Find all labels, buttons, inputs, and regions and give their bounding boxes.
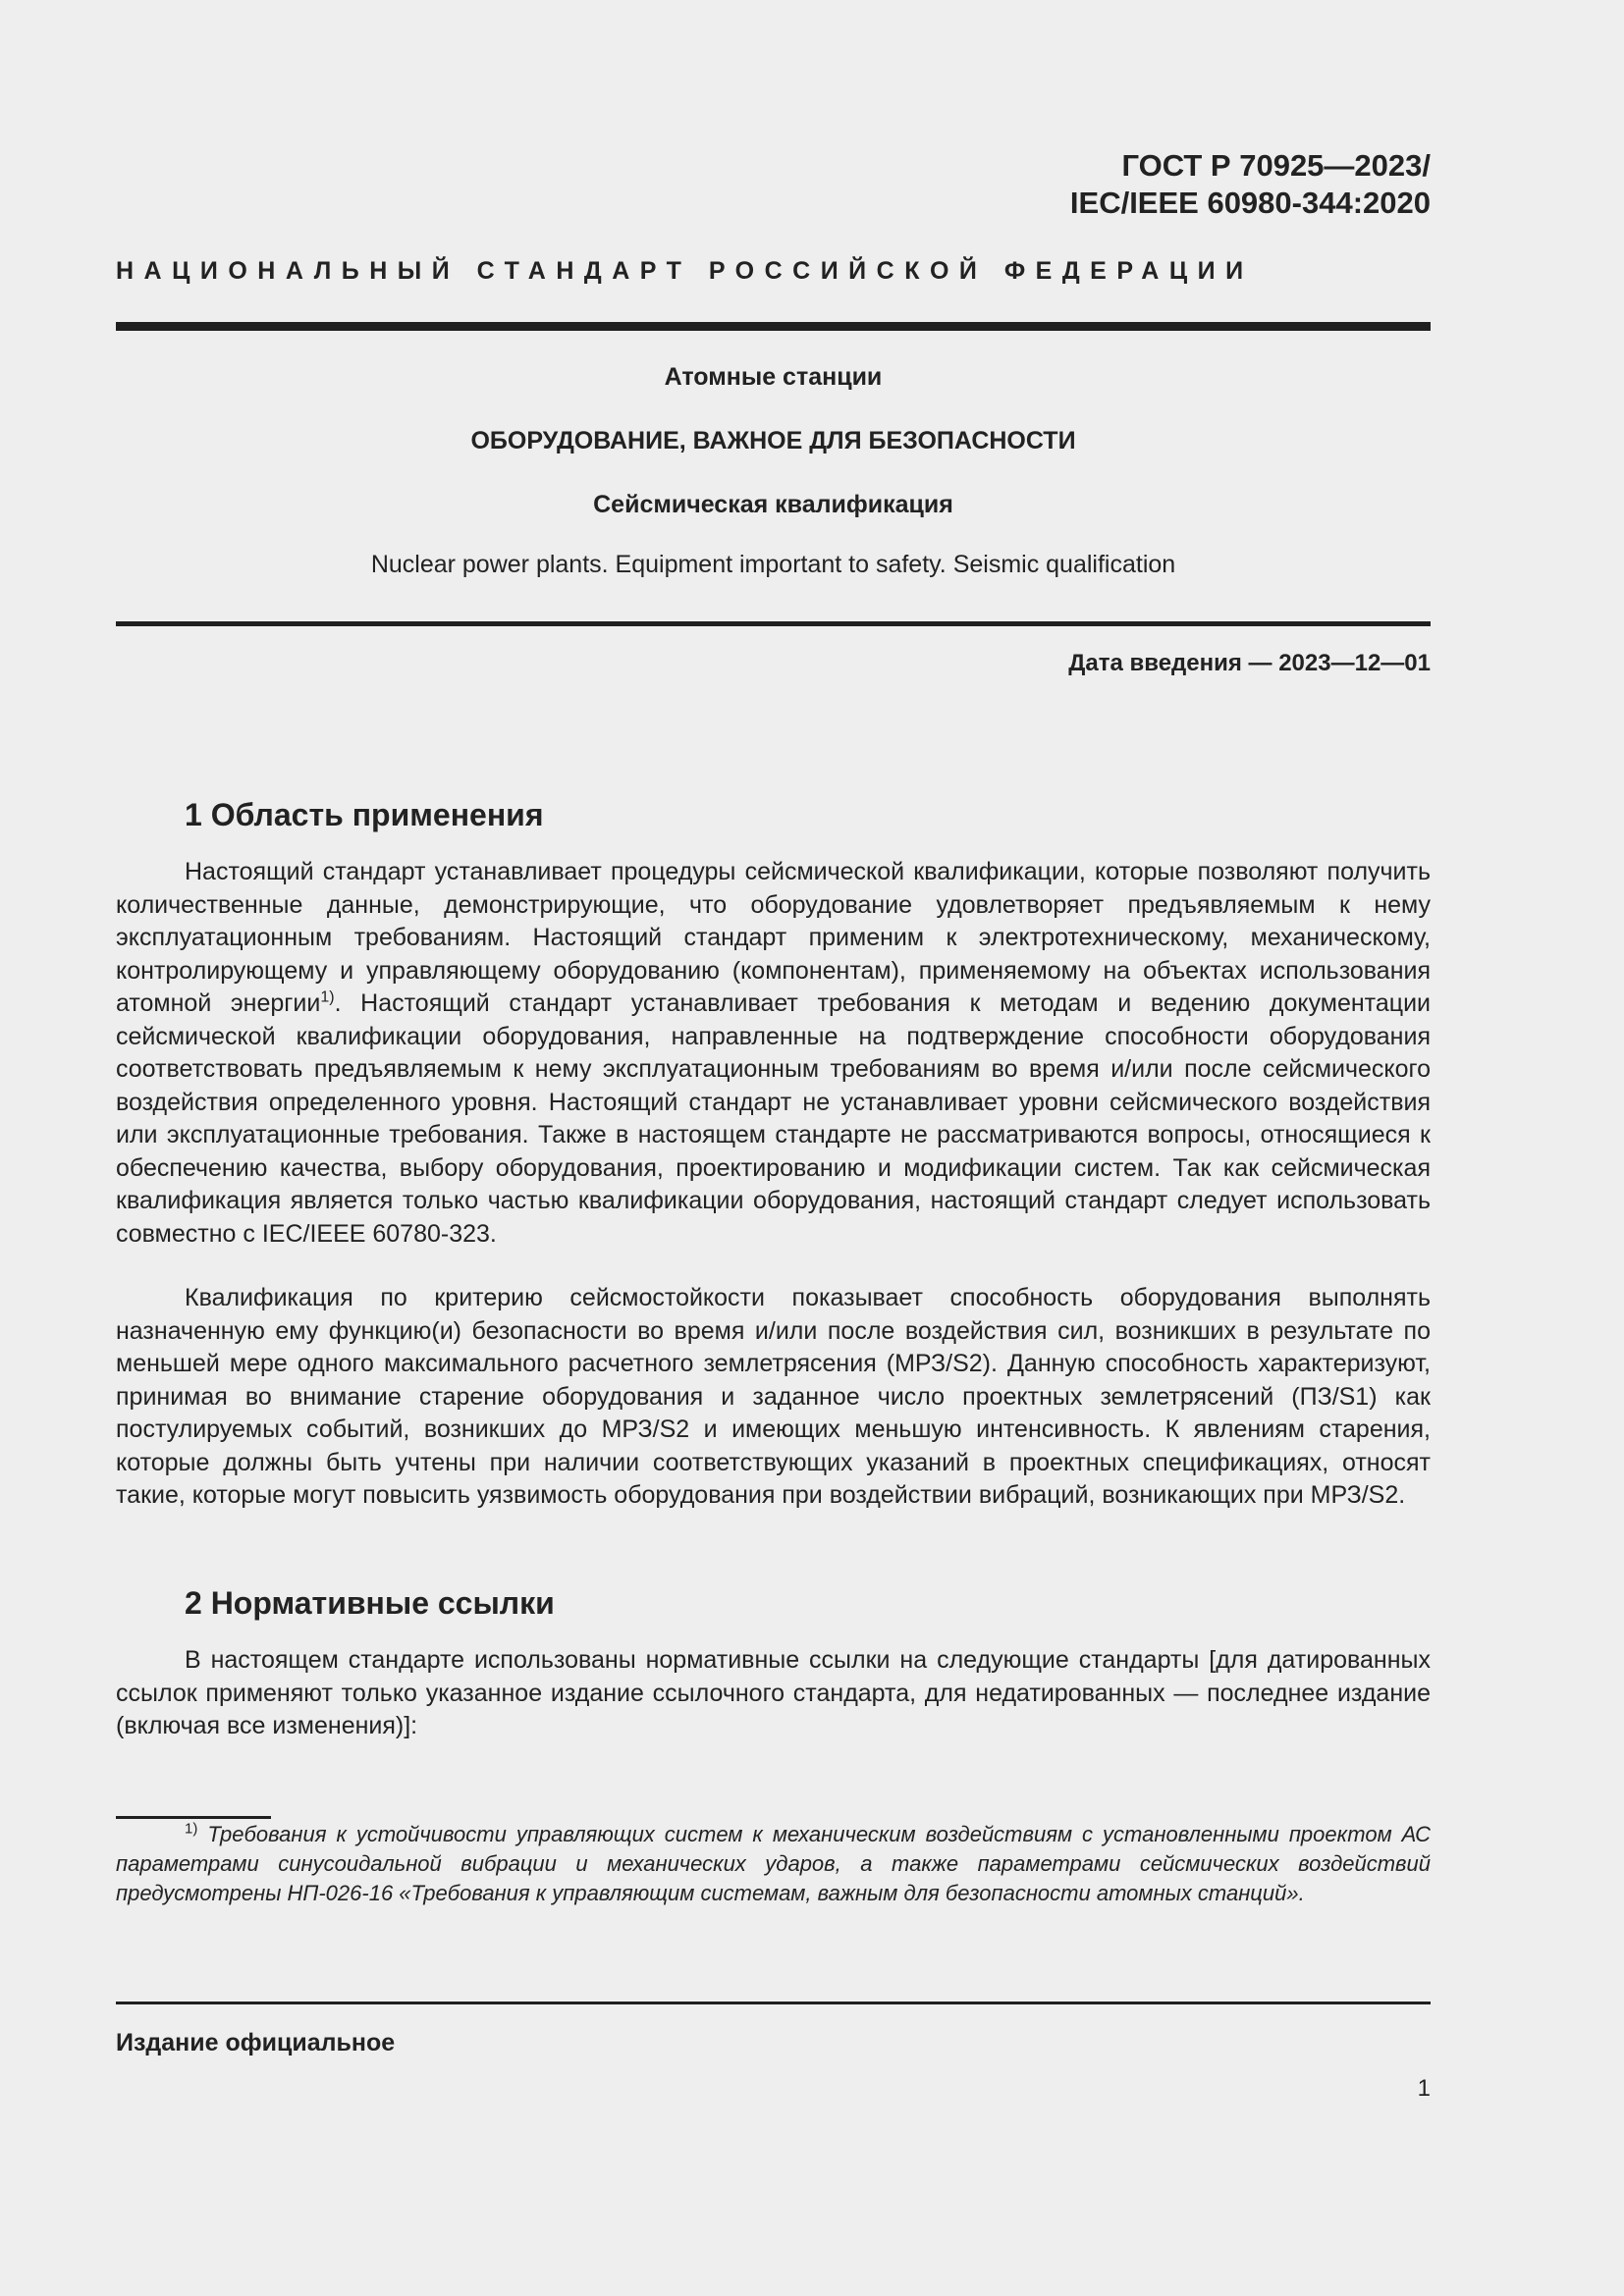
title-line-1: Атомные станции bbox=[664, 363, 883, 391]
footer-divider bbox=[116, 2002, 1431, 2004]
footnote-marker: 1) bbox=[185, 1820, 198, 1838]
footnote bbox=[116, 1820, 1431, 1908]
document-page bbox=[116, 0, 1431, 2296]
footnote-divider bbox=[116, 1816, 271, 1819]
footnote-reference: 1) bbox=[320, 988, 335, 1006]
document-code-line1: ГОСТ Р 70925—2023/ bbox=[1121, 148, 1431, 183]
header-divider bbox=[116, 322, 1431, 331]
section-1-paragraph-1-text-b: . Настоящий стандарт устанавливает требования к методам и ведению документации сейсмической квалификации оборудования, направленные на подтверждение способности оборудования соответствовать предъявляемым к нему эксплуатационным требованиям во время и/или после сейсмического воздействия определенного уровня. Настоящий стандарт не устанавливает уровни сейсмического воздействия или эксплуатационные требования. Также в настоящем стандарте не рассматриваются вопросы, относящиеся к обеспечению качества, выбору оборудования, проектированию и модификации систем. Так как сейсмическая квалификация является только частью квалификации оборудования, настоящий стандарт следует использовать совместно с IEC/IEEE 60780-323. bbox=[116, 989, 1432, 1248]
document-code bbox=[1070, 147, 1431, 222]
national-standard-banner: НАЦИОНАЛЬНЫЙ СТАНДАРТ РОССИЙСКОЙ ФЕДЕРАЦИИ bbox=[116, 257, 1254, 285]
section-1-paragraph-2: Квалификация по критерию сейсмостойкости показывает способность оборудования выполнять назначенную ему функцию(и) безопасности во время и/или после воздействия сил, возникших в результате по меньшей мере одного максимального расчетного землетрясения (МРЗ/S2). Данную способность характеризуют, принимая во внимание старение оборудования и заданное число проектных землетрясений (ПЗ/S1) как постулируемых событий, возникших до МРЗ/S2 и имеющих меньшую интенсивность. К явлениям старения, которые должны быть учтены при наличии соответствующих указаний в проектных спецификациях, относят такие, которые могут повысить уязвимость оборудования при воздействии вибраций, возникающих при МРЗ/S2. bbox=[116, 1284, 1431, 1509]
document-code-line2: IEC/IEEE 60980-344:2020 bbox=[1069, 186, 1431, 220]
section-1-paragraph-1 bbox=[116, 856, 1431, 1251]
title-line-2: ОБОРУДОВАНИЕ, ВАЖНОЕ ДЛЯ БЕЗОПАСНОСТИ bbox=[470, 427, 1076, 454]
title-english: Nuclear power plants. Equipment important to safety. Seismic qualification bbox=[370, 551, 1176, 578]
introduction-date: Дата введения — 2023—12—01 bbox=[1068, 650, 1431, 676]
section-1-paragraph-1-text-a: Настоящий стандарт устанавливает процедуры сейсмической квалификации, которые позволяют получить количественные данные, демонстрирующие, что оборудование удовлетворяет предъявляемым к нему эксплуатационным требованиям. Настоящий стандарт применим к электротехническому, механическому, контролирующему и управляющему оборудованию (компонентам), применяемому на объектах использования атомной энергии bbox=[116, 858, 1431, 1017]
section-2-paragraph-1: В настоящем стандарте использованы нормативные ссылки на следующие стандарты [для датированных ссылок применяют только указанное издание ссылочного стандарта, для недатированных — последнее издание (включая все изменения)]: bbox=[116, 1646, 1431, 1739]
footnote-text: Требования к устойчивости управляющих систем к механическим воздействиям с установленными проектом АС параметрами синусоидальной вибрации и механических ударов, а также параметрами сейсмических воздействий предусмотрены НП-026-16 «Требования к управляющим системам, важным для безопасности атомных станций». bbox=[116, 1822, 1431, 1905]
title-divider bbox=[116, 621, 1431, 626]
title-line-3: Сейсмическая квалификация bbox=[593, 491, 953, 518]
section-2-heading: 2 Нормативные ссылки bbox=[185, 1585, 555, 1621]
page-number: 1 bbox=[1417, 2075, 1431, 2102]
official-edition-label: Издание официальное bbox=[116, 2029, 396, 2056]
section-1-heading: 1 Область применения bbox=[185, 797, 544, 832]
